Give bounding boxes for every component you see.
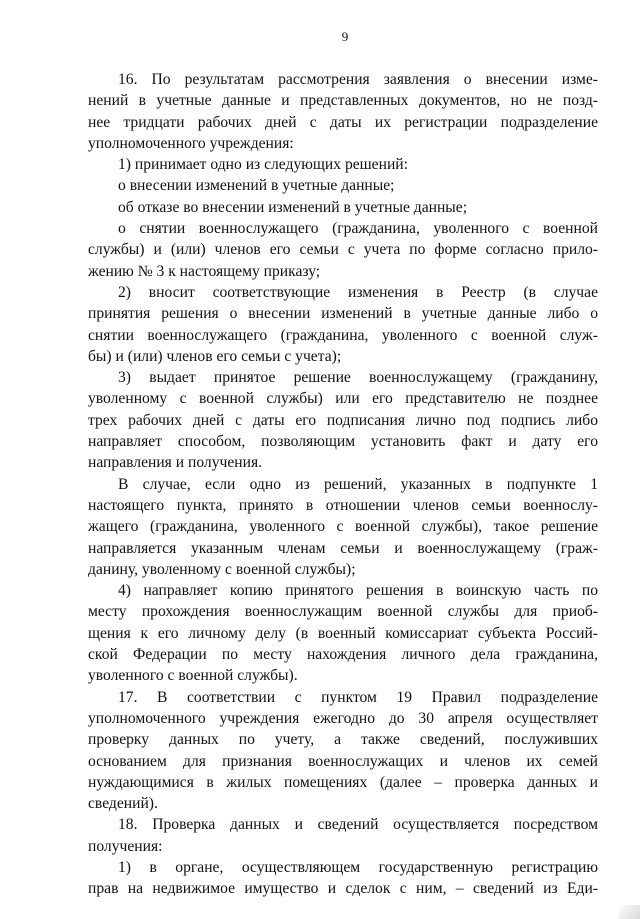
paragraph-p16-1c	[88, 218, 598, 282]
text-line: уполномоченного учреждения:	[88, 134, 294, 152]
text-line: месту прохождения военнослужащим военной службы для приоб-	[88, 603, 598, 621]
text-line: В случае, если одно из решений, указанных в подпункте 1	[118, 475, 598, 493]
text-line: службы) и (или) членов его семьи с учета по форме согласно прило-	[88, 241, 598, 259]
text-line: данину, уволенному с военной службы);	[88, 560, 356, 578]
paragraph-p16-3b	[88, 474, 598, 580]
text-line: ской Федерации по месту нахождения личного дела гражданина,	[88, 646, 598, 664]
text-line: 2) вносит соответствующие изменения в Реестр (в случае	[118, 283, 598, 301]
text-line: направляет способом, позволяющим установить факт и дату его	[88, 433, 598, 451]
text-line: основанием для признания военнослужащих и членов их семей	[88, 752, 598, 770]
paragraph-p17	[88, 687, 598, 815]
text-line: получения:	[88, 837, 163, 855]
text-line: проверку данных по учету, а также сведений, послуживших	[88, 731, 598, 749]
paragraph-p18	[88, 814, 598, 857]
text-line: 17. В соответствии с пунктом 19 Правил подразделение	[118, 688, 598, 706]
page-corner-shadow	[618, 905, 640, 919]
paragraph-p18-1	[88, 857, 598, 900]
text-line: 4) направляет копию принятого решения в воинскую часть по	[118, 582, 598, 600]
text-line: уволенному с военной службы) или его представителю не позднее	[88, 390, 598, 408]
text-line: нений в учетные данные и представленных документов, но не позд-	[88, 92, 598, 110]
text-line: 1) принимает одно из следующих решений:	[118, 156, 408, 174]
text-line: уполномоченного учреждения ежегодно до 30 апреля осуществляет	[88, 709, 598, 727]
text-line: направления и получения.	[88, 454, 263, 472]
text-line: сведений).	[88, 795, 158, 813]
page-number: 9	[341, 29, 349, 44]
text-line: снятии военнослужащего (гражданина, уволенного с военной служ-	[88, 326, 598, 344]
text-line: об отказе во внесении изменений в учетные данные;	[118, 198, 468, 216]
paragraph-p16-1b	[88, 197, 598, 218]
text-line: принятия решения о внесении изменений в учетные данные либо о	[88, 305, 598, 323]
text-line: нуждающимися в жилых помещениях (далее – проверка данных и	[88, 773, 598, 791]
text-line: жению № 3 к настоящему приказу;	[88, 262, 321, 280]
text-line: бы) и (или) членов его семьи с учета);	[88, 347, 342, 365]
text-line: настоящего пункта, принято в отношении членов семьи военнослу-	[88, 496, 598, 514]
text-line: 18. Проверка данных и сведений осуществляется посредством	[118, 816, 598, 834]
text-line: 1) в органе, осуществляющем государственную регистрацию	[118, 858, 598, 876]
text-line: направляется указанным членам семьи и военнослужащему (граж-	[88, 539, 598, 557]
paragraph-p16-4	[88, 580, 598, 686]
text-line: 16. По результатам рассмотрения заявления о внесении изме-	[118, 71, 598, 88]
text-line: о внесении изменений в учетные данные;	[118, 177, 395, 195]
paragraph-p16-1a	[88, 175, 598, 196]
paragraph-p16-3	[88, 367, 598, 473]
text-line: уволенного с военной службы).	[88, 667, 298, 685]
text-line: трех рабочих дней с даты его подписания лично под подпись либо	[88, 411, 598, 429]
text-line: жащего (гражданина, уволенного с военной службы), такое решение	[88, 518, 598, 536]
paragraph-p16-1	[88, 154, 598, 175]
document-body	[88, 69, 598, 900]
text-line: 3) выдает принятое решение военнослужащему (гражданину,	[118, 369, 598, 387]
text-line: щения к его личному делу (в военный комиссариат субъекта Россий-	[88, 624, 598, 642]
text-line: о снятии военнослужащего (гражданина, уволенного с военной	[118, 220, 598, 238]
paragraph-p16-2	[88, 282, 598, 367]
text-line: прав на недвижимое имущество и сделок с ним, – сведений из Еди-	[88, 880, 598, 898]
paragraph-p16	[88, 69, 598, 154]
text-line: нее тридцати рабочих дней с даты их регистрации подразделение	[88, 113, 598, 131]
